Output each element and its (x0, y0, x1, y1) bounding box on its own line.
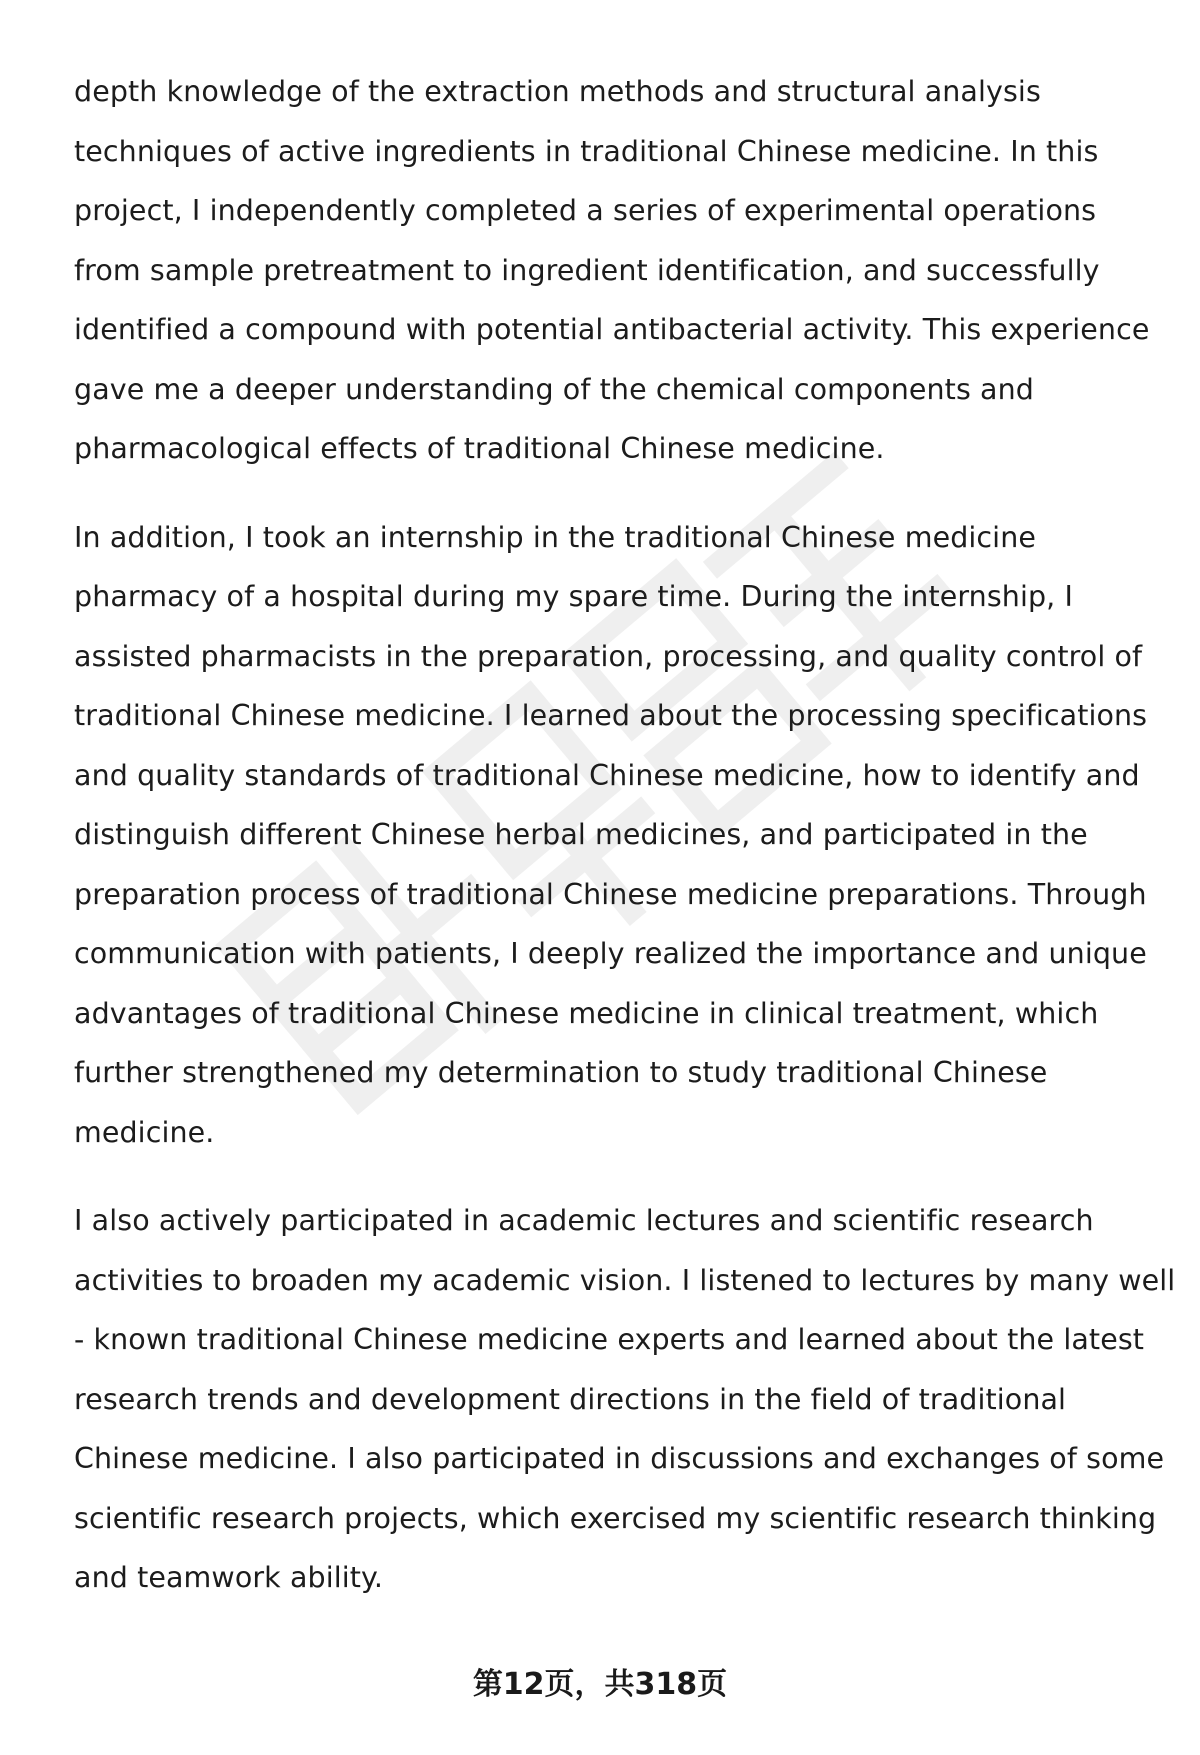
text-line: Chinese medicine. I also participated in discussions and exchanges of some (74, 1442, 1165, 1475)
text-line: scientific research projects, which exercised my scientific research thinking (74, 1501, 1157, 1535)
text-line: - known traditional Chinese medicine experts and learned about the latest (74, 1323, 1145, 1356)
text-line: pharmacological effects of traditional Chinese medicine. (74, 432, 885, 465)
text-line: advantages of traditional Chinese medicine in clinical treatment, which (74, 996, 1099, 1030)
text-line: gave me a deeper understanding of the chemical components and (74, 372, 1034, 406)
page-number: 第12页，共318页 (472, 1667, 728, 1702)
paragraph-academic-activities (74, 1191, 1176, 1608)
text-line: and quality standards of traditional Chinese medicine, how to identify and (74, 758, 1140, 792)
text-line: distinguish different Chinese herbal medicines, and participated in the (74, 818, 1088, 851)
text-line: activities to broaden my academic vision. I listened to lectures by many well (74, 1263, 1176, 1297)
text-line: medicine. (74, 1115, 215, 1149)
text-line: and teamwork ability. (74, 1561, 384, 1594)
text-line: traditional Chinese medicine. I learned about the processing specifications (74, 699, 1148, 732)
text-line: research trends and development directions in the field of traditional (74, 1382, 1067, 1416)
text-line: identified a compound with potential antibacterial activity. This experience (74, 313, 1150, 346)
text-line: depth knowledge of the extraction methods and structural analysis (74, 75, 1041, 108)
text-line: pharmacy of a hospital during my spare time. During the internship, I (74, 580, 1073, 613)
text-line: In addition, I took an internship in the traditional Chinese medicine (74, 520, 1036, 554)
text-line: further strengthened my determination to study traditional Chinese (74, 1056, 1048, 1089)
paragraph-internship (74, 508, 1154, 1163)
text-line: preparation process of traditional Chinese medicine preparations. Through (74, 877, 1147, 911)
text-line: communication with patients, I deeply realized the importance and unique (74, 937, 1147, 970)
text-line: I also actively participated in academic lectures and scientific research (74, 1204, 1094, 1237)
paragraph-research-project (74, 62, 1154, 479)
text-line: techniques of active ingredients in traditional Chinese medicine. In this (74, 134, 1099, 168)
document-body (74, 62, 1176, 1608)
text-line: assisted pharmacists in the preparation, processing, and quality control of (74, 639, 1143, 673)
text-line: project, I independently completed a series of experimental operations (74, 194, 1097, 227)
text-line: from sample pretreatment to ingredient identification, and successfully (74, 253, 1100, 287)
